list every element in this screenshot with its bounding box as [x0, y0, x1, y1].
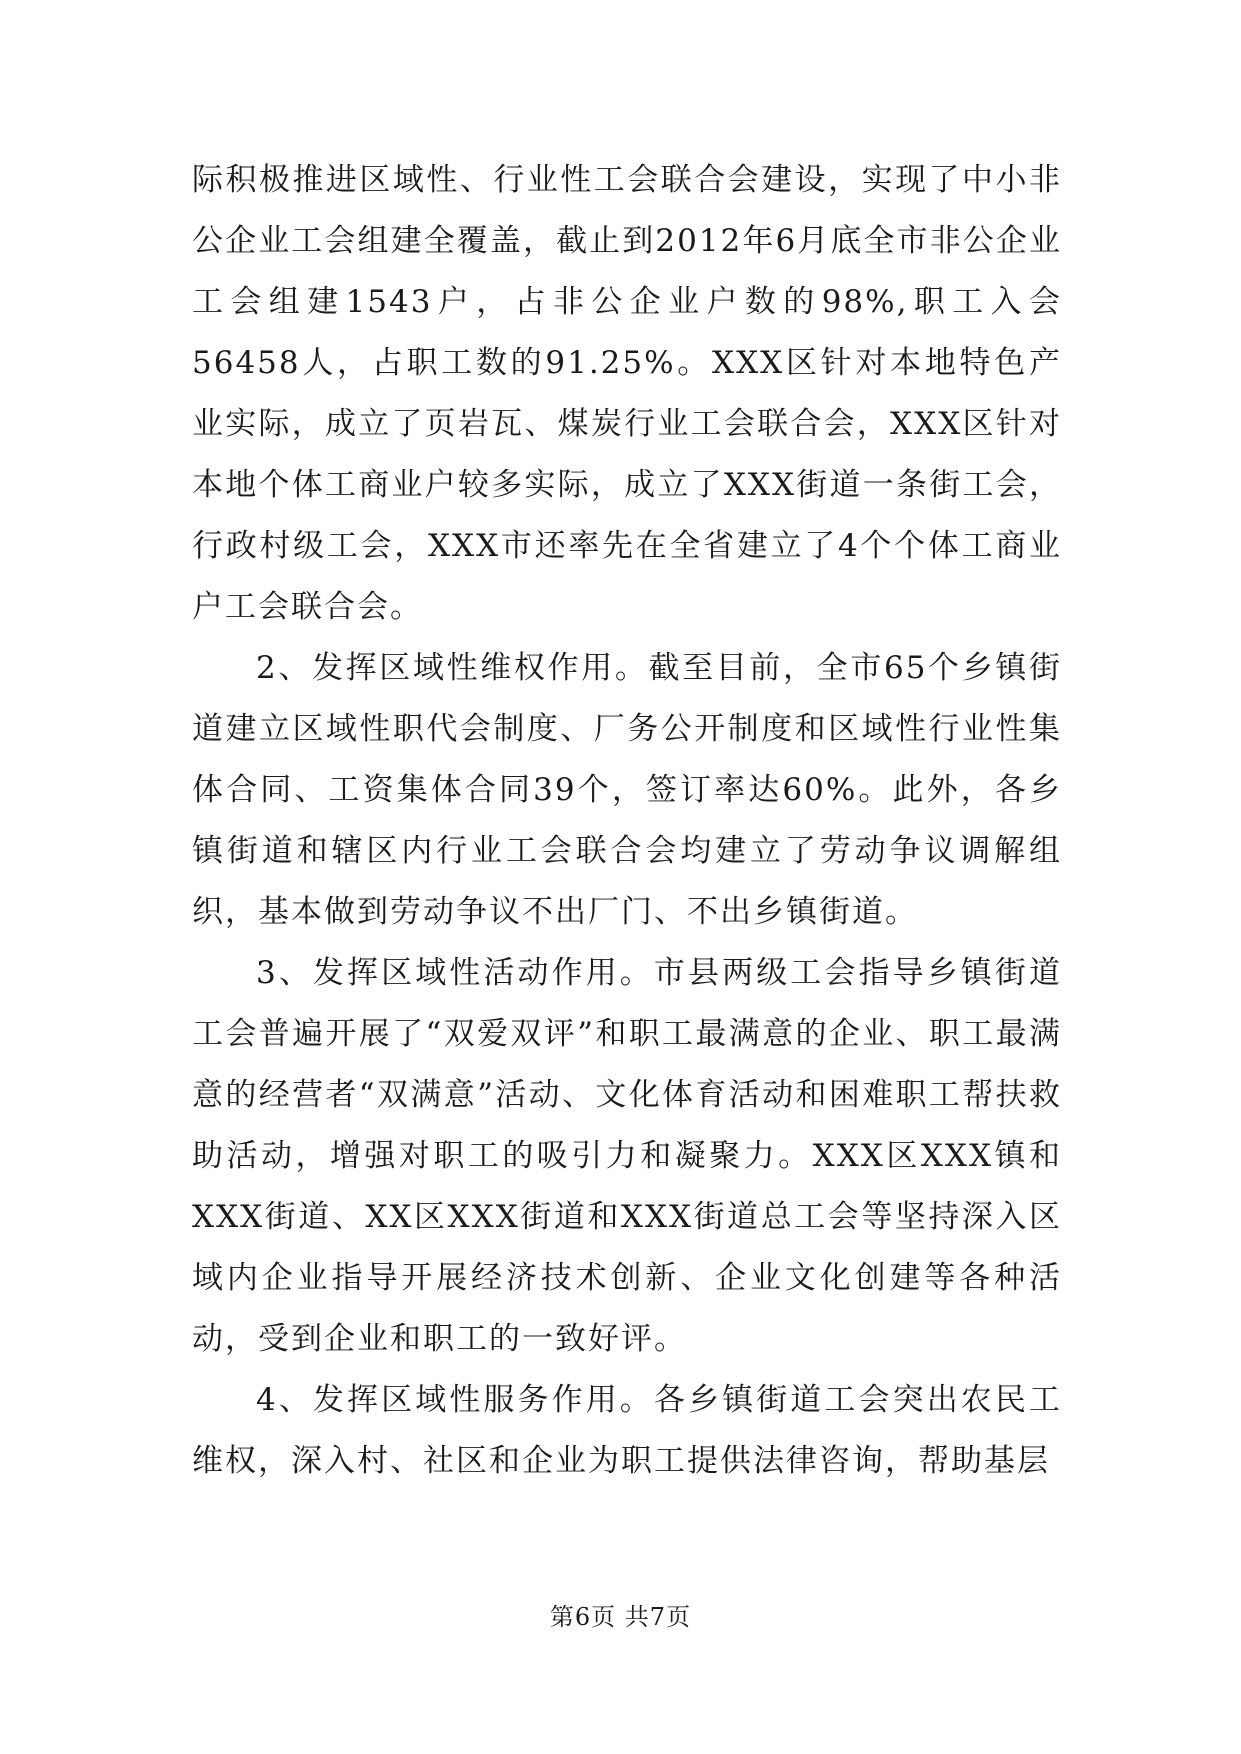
paragraph-rights-protection: 2、发挥区域性维权作用。截至目前，全市65个乡镇街道建立区域性职代会制度、厂务公开制度和区域性行业性集体合同、工资集体合同39个，签订率达60%。此外，各乡镇街道和辖区内行业工会联合会均建立了劳动争议调解组织，基本做到劳动争议不出厂门、不出乡镇街道。 [192, 650, 1062, 930]
paragraph-services: 4、发挥区域性服务作用。各乡镇街道工会突出农民工维权，深入村、社区和企业为职工提供法律咨询，帮助基层 [192, 1382, 1062, 1479]
document-body [192, 150, 1062, 1492]
paragraph-union-federation: 际积极推进区域性、行业性工会联合会建设，实现了中小非公企业工会组建全覆盖，截止到2012年6月底全市非公企业工会组建1543户，占非公企业户数的98%,职工入会56458人，占职工数的91.25%。XXX区针对本地特色产业实际，成立了页岩瓦、煤炭行业工会联合会，XXX区针对本地个体工商业户较多实际，成立了XXX街道一条街工会，行政村级工会，XXX市还率先在全省建立了4个个体工商业户工会联合会。 [192, 162, 1062, 625]
page-number-label: 第6页 共7页 [549, 1603, 692, 1631]
paragraph-activities: 3、发挥区域性活动作用。市县两级工会指导乡镇街道工会普遍开展了“双爱双评”和职工最满意的企业、职工最满意的经营者“双满意”活动、文化体育活动和困难职工帮扶救助活动，增强对职工的吸引力和凝聚力。XXX区XXX镇和XXX街道、XX区XXX街道和XXX街道总工会等坚持深入区域内企业指导开展经济技术创新、企业文化创建等各种活动，受到企业和职工的一致好评。 [192, 955, 1062, 1357]
page-footer [0, 1597, 1241, 1632]
